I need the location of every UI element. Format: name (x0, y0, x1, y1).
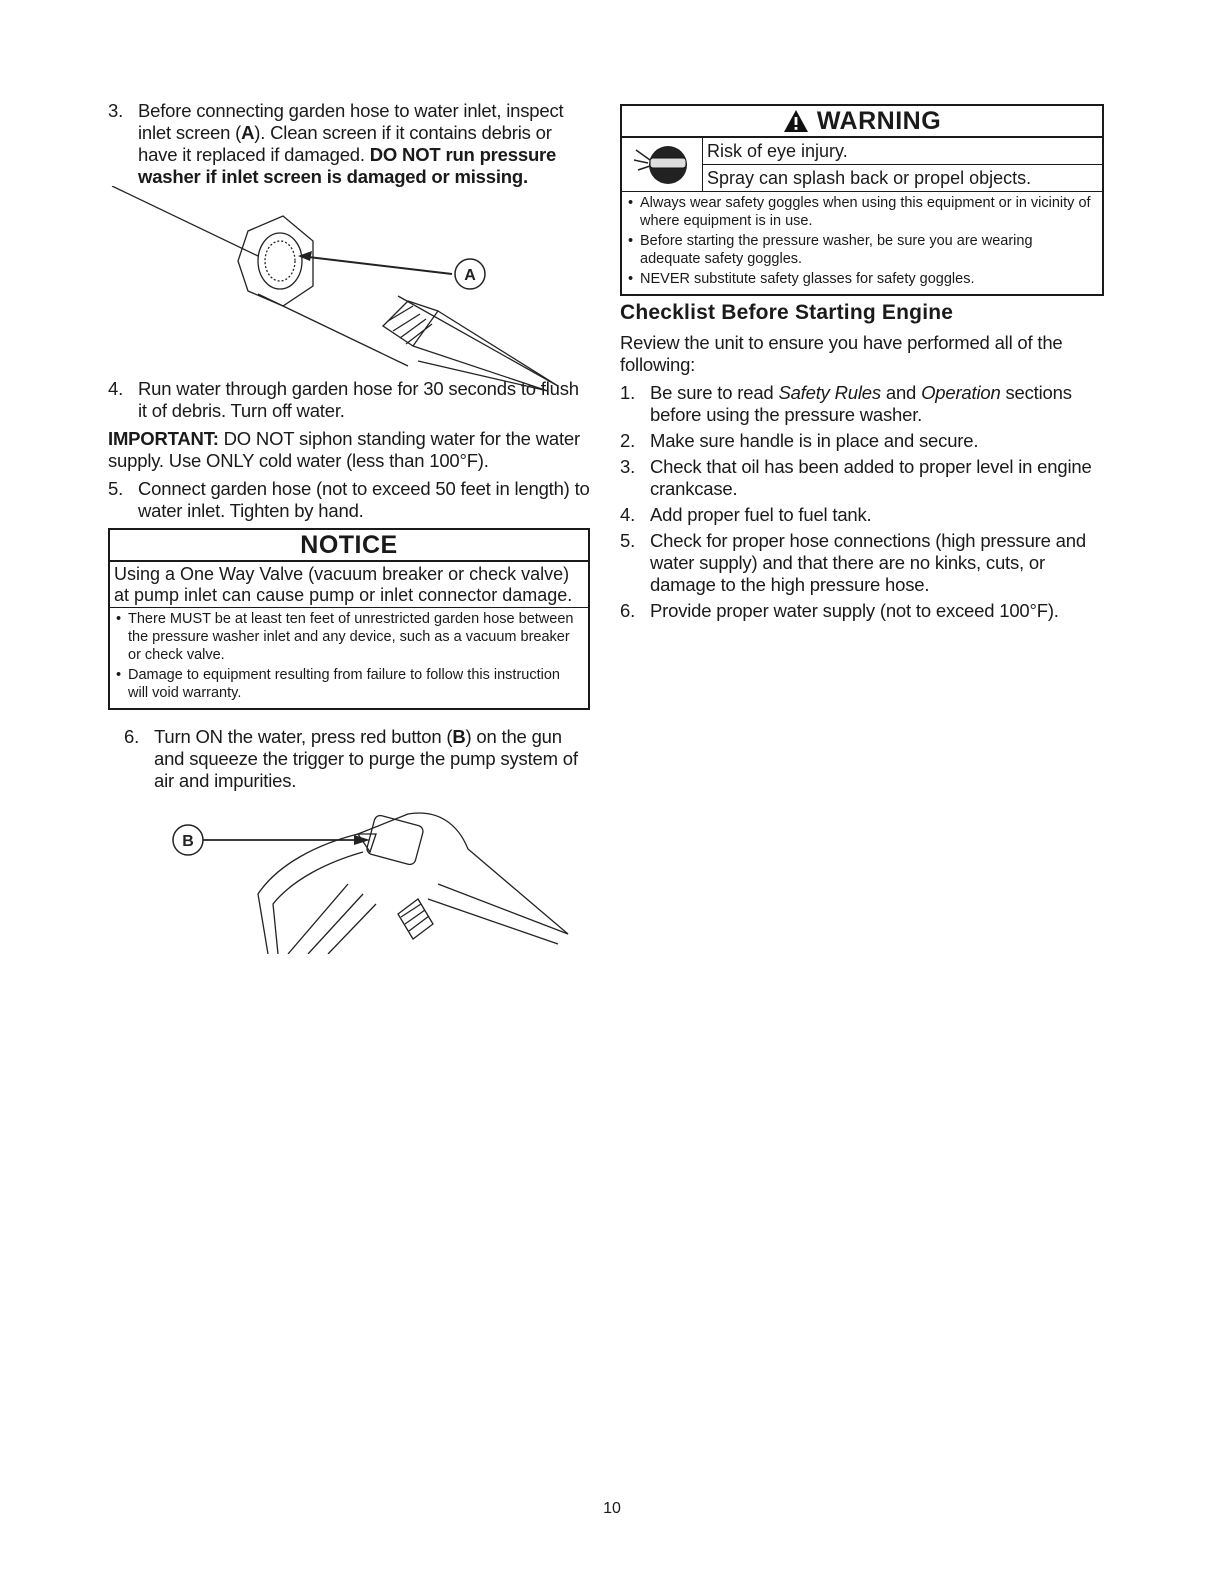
page-number: 10 (603, 1500, 621, 1517)
notice-bullet: • Damage to equipment resulting from failure to follow this instruction will void warranty. (116, 666, 582, 702)
warning-triangle-icon (783, 109, 809, 133)
notice-title: NOTICE (110, 530, 588, 562)
item-text: Make sure handle is in place and secure. (650, 430, 979, 451)
item-number: 4. (620, 504, 636, 525)
checklist-intro: Review the unit to ensure you have performed all of the following: (620, 332, 1063, 375)
step-6 (108, 726, 590, 792)
bullet-text: Damage to equipment resulting from failure to follow this instruction will void warranty. (128, 667, 560, 701)
notice-lead: Using a One Way Valve (vacuum breaker or check valve) at pump inlet can cause pump or inlet connector damage. (110, 562, 588, 608)
callout-b-label: B (182, 833, 194, 850)
step-5 (108, 478, 590, 522)
hazard-line: Risk of eye injury. (707, 141, 848, 161)
item-text: Provide proper water supply (not to exceed 100°F). (650, 600, 1059, 621)
step-number: 4. (108, 378, 124, 399)
checklist-item (620, 504, 1104, 526)
warning-hazard-lines (703, 138, 1102, 191)
step-text: Run water through garden hose for 30 seconds to flush it of debris. Turn off water. (138, 378, 579, 421)
item-text: Check for proper hose connections (high pressure and water supply) and that there are no kinks, cuts, or damage to the high pressure hose. (650, 530, 1086, 595)
item-text: Check that oil has been added to proper level in engine crankcase. (650, 456, 1092, 499)
item-text: Add proper fuel to fuel tank. (650, 504, 872, 525)
checklist-item (620, 456, 1104, 500)
notice-bullets (110, 608, 588, 708)
step-3 (108, 100, 590, 188)
left-column (108, 100, 590, 954)
hazard-line: Spray can splash back or propel objects. (703, 164, 1102, 191)
item-number: 5. (620, 530, 636, 551)
step-text (138, 100, 590, 188)
warning-bullet: • Before starting the pressure washer, be sure you are wearing adequate safety goggles. (628, 232, 1096, 268)
item-number: 2. (620, 430, 636, 451)
eye-injury-icon (622, 138, 703, 191)
checklist-item (620, 530, 1104, 596)
step-text-part: Before connecting garden hose to water inlet, inspect inlet screen ( (138, 100, 564, 143)
step-number: 3. (108, 100, 124, 121)
callout-ref-a: A (241, 122, 255, 143)
warning-bullet: • Always wear safety goggles when using this equipment or in vicinity of where equipment is in use. (628, 194, 1096, 230)
checklist-item (620, 600, 1104, 622)
figure-inlet-screen (108, 186, 590, 396)
bullet-text: Before starting the pressure washer, be sure you are wearing adequate safety goggles. (640, 233, 1033, 267)
warning-bullets (622, 192, 1102, 294)
figure-spray-gun (108, 804, 590, 954)
item-text-part: sections before using the pressure washer. (650, 382, 1072, 425)
warning-bullet: • NEVER substitute safety glasses for safety goggles. (628, 271, 975, 287)
checklist-heading: Checklist Before Starting Engine (620, 301, 954, 324)
checklist-item (620, 382, 1104, 426)
right-column (620, 104, 1104, 626)
item-number: 6. (620, 600, 636, 621)
callout-ref-b: B (452, 726, 466, 747)
step-warning-bold: DO NOT run pressure washer if inlet screen is damaged or missing. (138, 144, 557, 187)
bullet-text: NEVER substitute safety glasses for safety goggles. (640, 271, 975, 287)
warning-hazard-row (622, 138, 1102, 192)
checklist-item (620, 430, 1104, 452)
item-text (650, 382, 1104, 426)
warning-header (622, 106, 1102, 138)
safety-rules-ref: Safety Rules (778, 382, 881, 403)
step-number: 6. (124, 726, 140, 747)
item-number: 3. (620, 456, 636, 477)
step-text-part: ). Clean screen if it contains debris or have it replaced if damaged. (138, 122, 552, 165)
item-number: 1. (620, 382, 636, 403)
step-text (154, 726, 590, 792)
step-number: 5. (108, 478, 124, 499)
notice-bullet: • There MUST be at least ten feet of unrestricted garden hose between the pressure washer inlet and any device, such as a vacuum breaker or check valve. (116, 610, 582, 664)
callout-a-label: A (464, 267, 476, 284)
step-text-part: ) on the gun and squeeze the trigger to purge the pump system of air and impurities. (154, 726, 578, 791)
important-text: DO NOT siphon standing water for the water supply. Use ONLY cold water (less than 100°F). (108, 428, 580, 471)
operation-ref: Operation (921, 382, 1001, 403)
warning-box (620, 104, 1104, 296)
bullet-text: There MUST be at least ten feet of unrestricted garden hose between the pressure washer inlet and any device, such as a vacuum breaker or check valve. (128, 611, 574, 663)
inlet-screen-illustration (108, 186, 590, 396)
bullet-text: Always wear safety goggles when using this equipment or in vicinity of where equipment is in use. (640, 195, 1091, 229)
item-text-part: Be sure to read (650, 382, 779, 403)
goggles-face-icon (632, 142, 692, 188)
notice-box (108, 528, 590, 710)
step-text: Connect garden hose (not to exceed 50 feet in length) to water inlet. Tighten by hand. (138, 478, 590, 521)
spray-gun-illustration (108, 804, 590, 954)
item-text-part: and (880, 382, 922, 403)
important-note (108, 428, 590, 472)
warning-title: WARNING (816, 107, 942, 135)
important-label: IMPORTANT: (108, 428, 219, 449)
step-text-part: Turn ON the water, press red button ( (154, 726, 453, 747)
checklist-items (620, 382, 1104, 622)
